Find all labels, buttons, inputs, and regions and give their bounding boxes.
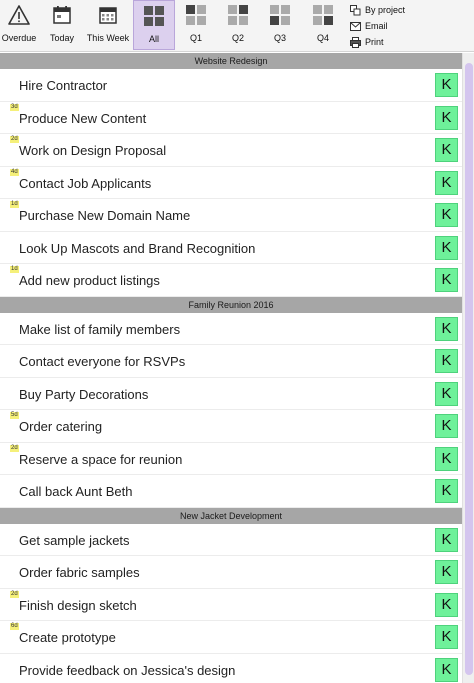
task-row[interactable] [0,443,462,476]
k-button[interactable]: K [435,479,458,503]
task-row[interactable] [0,556,462,589]
filter-label: Q4 [316,33,329,43]
task-label: Look Up Mascots and Brand Recognition [19,240,256,256]
calendar-today-icon [51,4,73,31]
task-row[interactable] [0,378,462,411]
task-label: Reserve a space for reunion [19,451,183,467]
filter-label: Q3 [273,33,286,43]
filter-today-button[interactable] [44,0,80,50]
duration-badge: 2d [11,136,18,142]
k-button[interactable]: K [435,528,458,552]
task-row[interactable] [0,589,462,622]
task-label: Make list of family members [19,321,181,337]
email-label: Email [365,21,388,31]
k-button[interactable]: K [435,414,458,438]
duration-badge: 4d [11,168,18,175]
task-label: Order fabric samples [19,565,140,580]
task-row[interactable] [0,524,462,557]
task-label: Create prototype [19,630,116,645]
side-actions [347,2,469,50]
print-button[interactable] [347,34,469,50]
task-label: Hire Contractor [19,78,108,93]
grid-all-icon [143,5,165,32]
filter-this-week-button[interactable] [86,0,130,50]
filter-q2-button[interactable] [220,0,256,50]
task-label: Provide feedback on Jessica's design [19,662,236,678]
duration-badge: 1d [11,201,18,207]
task-label: Work on Design Proposal [19,143,167,158]
k-button[interactable]: K [435,625,458,649]
duration-badge: 1d [11,266,18,272]
k-button[interactable]: K [435,171,458,195]
quadrant-3-icon [269,4,291,31]
task-row[interactable] [0,313,462,346]
task-row[interactable] [0,264,462,297]
task-row[interactable] [0,199,462,232]
filter-label: Overdue [1,33,37,43]
k-button[interactable]: K [435,106,458,130]
k-button[interactable]: K [435,268,458,292]
scrollbar-thumb[interactable] [465,63,473,675]
filter-q4-button[interactable] [305,0,341,50]
k-button[interactable]: K [435,382,458,406]
toolbar [0,0,474,52]
filter-q3-button[interactable] [262,0,298,50]
filter-all-button[interactable] [133,0,175,50]
duration-badge: 5d [11,412,18,418]
task-label: Call back Aunt Beth [19,484,133,499]
by-project-label: By project [365,5,406,15]
k-button[interactable]: K [435,560,458,584]
filter-label: Q2 [231,33,244,43]
task-list [0,53,462,683]
group-header: Family Reunion 2016 [0,297,462,313]
k-button[interactable]: K [435,236,458,260]
duration-badge: 2d [11,444,18,451]
task-row[interactable] [0,654,462,683]
email-icon [347,22,363,31]
task-label: Produce New Content [19,110,147,126]
group-header: New Jacket Development [0,508,462,524]
vertical-scrollbar[interactable] [462,53,474,683]
task-row[interactable] [0,69,462,102]
task-row[interactable] [0,475,462,508]
filter-label: All [148,34,159,44]
task-label: Buy Party Decorations [19,386,149,402]
k-button[interactable]: K [435,658,458,682]
duration-badge: 6d [11,623,18,629]
quadrant-1-icon [185,4,207,31]
k-button[interactable]: K [435,73,458,97]
filter-label: Today [49,33,75,43]
filter-label: This Week [86,33,130,43]
task-row[interactable] [0,621,462,654]
task-row[interactable] [0,167,462,200]
duration-badge: 2d [11,590,18,597]
k-button[interactable]: K [435,317,458,341]
k-button[interactable]: K [435,203,458,227]
task-label: Add new product listings [19,273,160,288]
filter-label: Q1 [189,33,202,43]
k-button[interactable]: K [435,447,458,471]
k-button[interactable]: K [435,593,458,617]
quadrant-2-icon [227,4,249,31]
by-project-icon [347,5,363,16]
task-row[interactable] [0,410,462,443]
task-row[interactable] [0,345,462,378]
group-header: Website Redesign [0,53,462,69]
duration-badge: 3d [11,103,18,110]
task-label: Get sample jackets [19,532,130,548]
filter-overdue-button[interactable] [0,0,38,50]
filter-q1-button[interactable] [178,0,214,50]
task-label: Contact everyone for RSVPs [19,354,186,369]
calendar-week-icon [97,4,119,31]
quadrant-4-icon [312,4,334,31]
print-icon [347,37,363,48]
print-label: Print [365,37,384,47]
task-label: Purchase New Domain Name [19,208,191,223]
task-row[interactable] [0,232,462,265]
k-button[interactable]: K [435,138,458,162]
by-project-button[interactable] [347,2,469,18]
k-button[interactable]: K [435,349,458,373]
warning-icon [8,4,30,31]
task-label: Order catering [19,419,103,434]
task-row[interactable] [0,102,462,135]
task-row[interactable] [0,134,462,167]
email-button[interactable] [347,18,469,34]
task-label: Finish design sketch [19,597,137,613]
task-label: Contact Job Applicants [19,175,152,191]
